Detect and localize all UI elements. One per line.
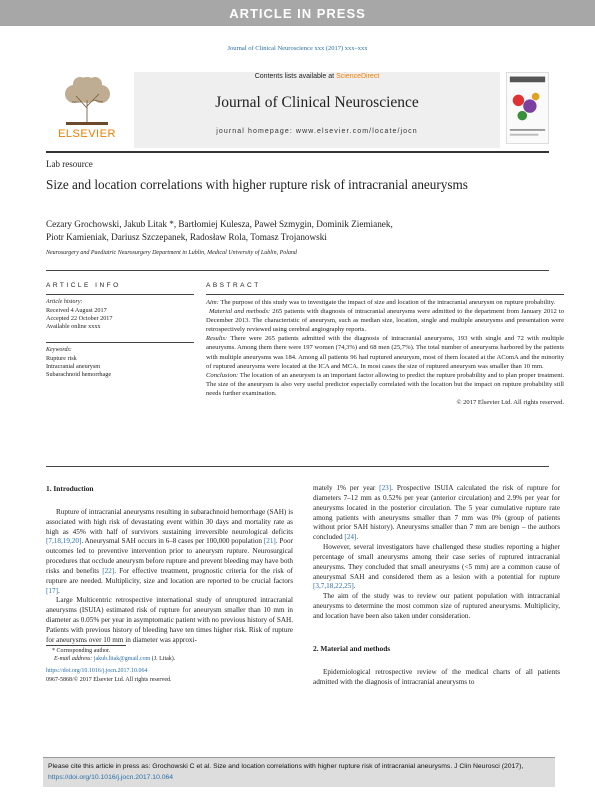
intro-paragraph-2: Large Multicentric retrospective international study of unruptured intracranial aneurysms (ISUIA) estimated risk of rupture for aneurysm smaller than 10 mm in diameter as 0.05% per year in asymptomatic patient with no previous history of SAH. Patients with previous history of bleeding have ten times higher risk. Risk of rupture for aneurysms over 10 mm in diameter was approxi- [46,596,293,644]
affiliation: Neurosurgery and Paediatric Neurosurgery Department in Lublin, Medical University of Lublin, Poland [46,250,297,256]
history-received: Received 4 August 2017 [46,307,107,314]
affiliation-rule [46,270,549,271]
abstract-heading: ABSTRACT [206,282,261,289]
authors-line-1: Cezary Grochowski, Jakub Litak *, Bartłomiej Kulesza, Paweł Szmygin, Dominik Ziemianek, [46,219,393,229]
footnote-rule [46,645,126,646]
header-rule [46,151,549,153]
article-type: Lab resource [46,159,93,169]
methods-paragraph-1: Epidemiological retrospective review of the medical charts of all patients admitted with the diagnosis of intracranial aneurysms to [313,667,560,686]
intro-paragraph-3: mately 1% per year [23]. Prospective ISUIA calculated the risk of rupture for diameters 7–12 mm as 0.52% per year (anterior circulation) and 2.9% per year for aneurysms located in the posterior circulation. The 5 year cumulative rupture rate among patients with aneurysms smaller than 7 mm was 0% (group of patients without prior SAH history). Aneurysms smaller than 7 mm are benign – the authors concluded [24]. [313,484,561,542]
keywords-label: Keywords: [46,347,72,353]
journal-reference[interactable]: Journal of Clinical Neuroscience xxx (2017) xxx–xxx [227,45,368,52]
citation-link[interactable]: [3,7,18,22,25] [313,582,354,591]
article-info-heading: ARTICLE INFO [46,282,121,289]
abstract-results: Results: There were 265 patients admitted with the diagnosis of intracranial aneurysms, 193 with single and 72 with multiple aneurysms. Among them there were 197 women (74,3%) and 68 men (25,7%). The total number of aneurysms harbored by the patients with multiple aneurysms was 184. Among all patients 96 had ruptured aneurysm, most of them located at the AComA and the minority of ruptured aneurysms were located at the ICA and MCA. In most cases the size of ruptured aneurysm was smaller than 10 mm. [206,335,565,370]
article-in-press-banner: ARTICLE IN PRESS [0,0,595,26]
citation-doi-link[interactable]: https://doi.org/10.1016/j.jocn.2017.10.064 [48,773,174,781]
keyword-1: Rupture risk [46,355,77,362]
sciencedirect-link[interactable]: ScienceDirect [336,73,380,80]
doi-link[interactable]: https://doi.org/10.1016/j.jocn.2017.10.064 [46,668,148,675]
journal-cover-thumbnail-icon [506,72,549,144]
intro-paragraph-4: However, several investigators have challenged these studies reporting a higher percentage of small aneurysms among their case series of ruptured intracranial aneurysms. They concluded that small aneurysms (<5 mm) are a common cause of aneurysmal SAH and considered them as a lesion with a potential for rupture [3,7,18,22,25]. [313,543,560,591]
email-note: E-mail address: jakub.litak@gmail.com (J. Litak). [54,656,176,663]
masthead [46,72,549,152]
contents-line: Contents lists available at ScienceDirect [254,73,380,80]
abstract-aim: Aim: The purpose of this study was to investigate the impact of size and location of the intracranial aneurysm on rupture probability. [206,299,556,306]
keyword-2: Intracranial aneurysm [46,363,101,370]
elsevier-wordmark: ELSEVIER [58,128,116,140]
authors-line-2: Piotr Kamieniak, Dariusz Szczepanek, Radosław Rola, Tomasz Trojanowski [46,232,327,242]
history-label: Article history: [46,299,83,305]
author-list [46,218,549,244]
journal-title: Journal of Clinical Neuroscience [215,94,419,111]
footnotes [46,647,306,684]
citation-link[interactable]: [7,18,19,20] [46,537,82,546]
abstract-copyright: © 2017 Elsevier Ltd. All rights reserved. [456,399,564,407]
abstract-conclusion: Conclusion: The location of an aneurysm is an important factor allowing to predict the rupture probability and to plan proper treatment. The size of the aneurysm is also very useful predictor especially correlated with the location but the impact on rupture probability still needs further examination. [206,371,565,397]
issn-line: 0967-5868/© 2017 Elsevier Ltd. All rights reserved. [46,676,172,683]
history-online: Available online xxxx [46,323,101,330]
article-title: Size and location correlations with higher rupture risk of intracranial aneurysms [46,177,468,192]
citation-link[interactable]: [23] [379,484,392,492]
history-accepted: Accepted 22 October 2017 [46,315,113,322]
intro-heading: 1. Introduction [46,484,94,493]
citation-link[interactable]: [21] [263,537,276,546]
intro-paragraph-1: Rupture of intracranial aneurysms resulting in subarachnoid hemorrhage (SAH) is associated with high risk of devastating event within 30 days and mortality rate as high as 45% with half of survivors sustaining irreversible neurological deficits [7,18,19,20]. Aneurysmal SAH occurs in 6–8 cases per 100,000 population [21]. Poor outcomes led to preventive intervention prior to aneurysm rupture. Neurosurgical procedures that occlude aneurysm before rupture and prevent bleeding may have both risks and benefits [22]. For effective treatment, prognostic criteria for the risk of rupture are needed. Multiplicity, size and location are reported to be crucial factors [17]. [46,507,294,595]
citation-link[interactable]: [17] [46,586,58,595]
right-column [313,484,560,687]
keyword-3: Subarachnoid hemorrhage [46,371,112,378]
abstract-methods: Material and methods: 265 patients with diagnosis of intracranial aneurysms were admitted to the department from January 2012 to December 2013. The characteristic of aneurysm, such as median size, location, single and multiple aneurysms and presentation were retrospectively reviewed using cerebral angiography reports. [206,308,565,334]
left-column [46,484,293,646]
methods-heading: 2. Material and methods [313,643,391,653]
corresponding-author-note: * Corresponding author. [52,648,111,654]
citation-link[interactable]: [24] [344,533,357,542]
abstract-body [206,298,564,407]
abstract-rule [206,294,564,295]
citation-box: Please cite this article in press as: Grochowski C et al. Size and location correlations with higher rupture risk of intracranial aneurysms. J Clin Neurosci (2017), https://doi.org/10.1016/j.jocn.2017.10.064 [43,757,555,787]
abstract-end-rule [46,466,549,467]
email-link[interactable]: jakub.litak@gmail.com [93,656,151,663]
intro-paragraph-5: The aim of the study was to review our patient population with intracranial aneurysms to determine the most common size of ruptured aneurysms. Multiplicity, and location have been also taken under consideration. [313,592,560,620]
keywords-rule [46,342,194,343]
journal-homepage[interactable]: journal homepage: www.elsevier.com/locate/jocn [216,128,418,135]
article-info-rule [46,294,194,295]
journal-header-box [134,72,500,148]
citation-link[interactable]: [22] [102,566,115,575]
